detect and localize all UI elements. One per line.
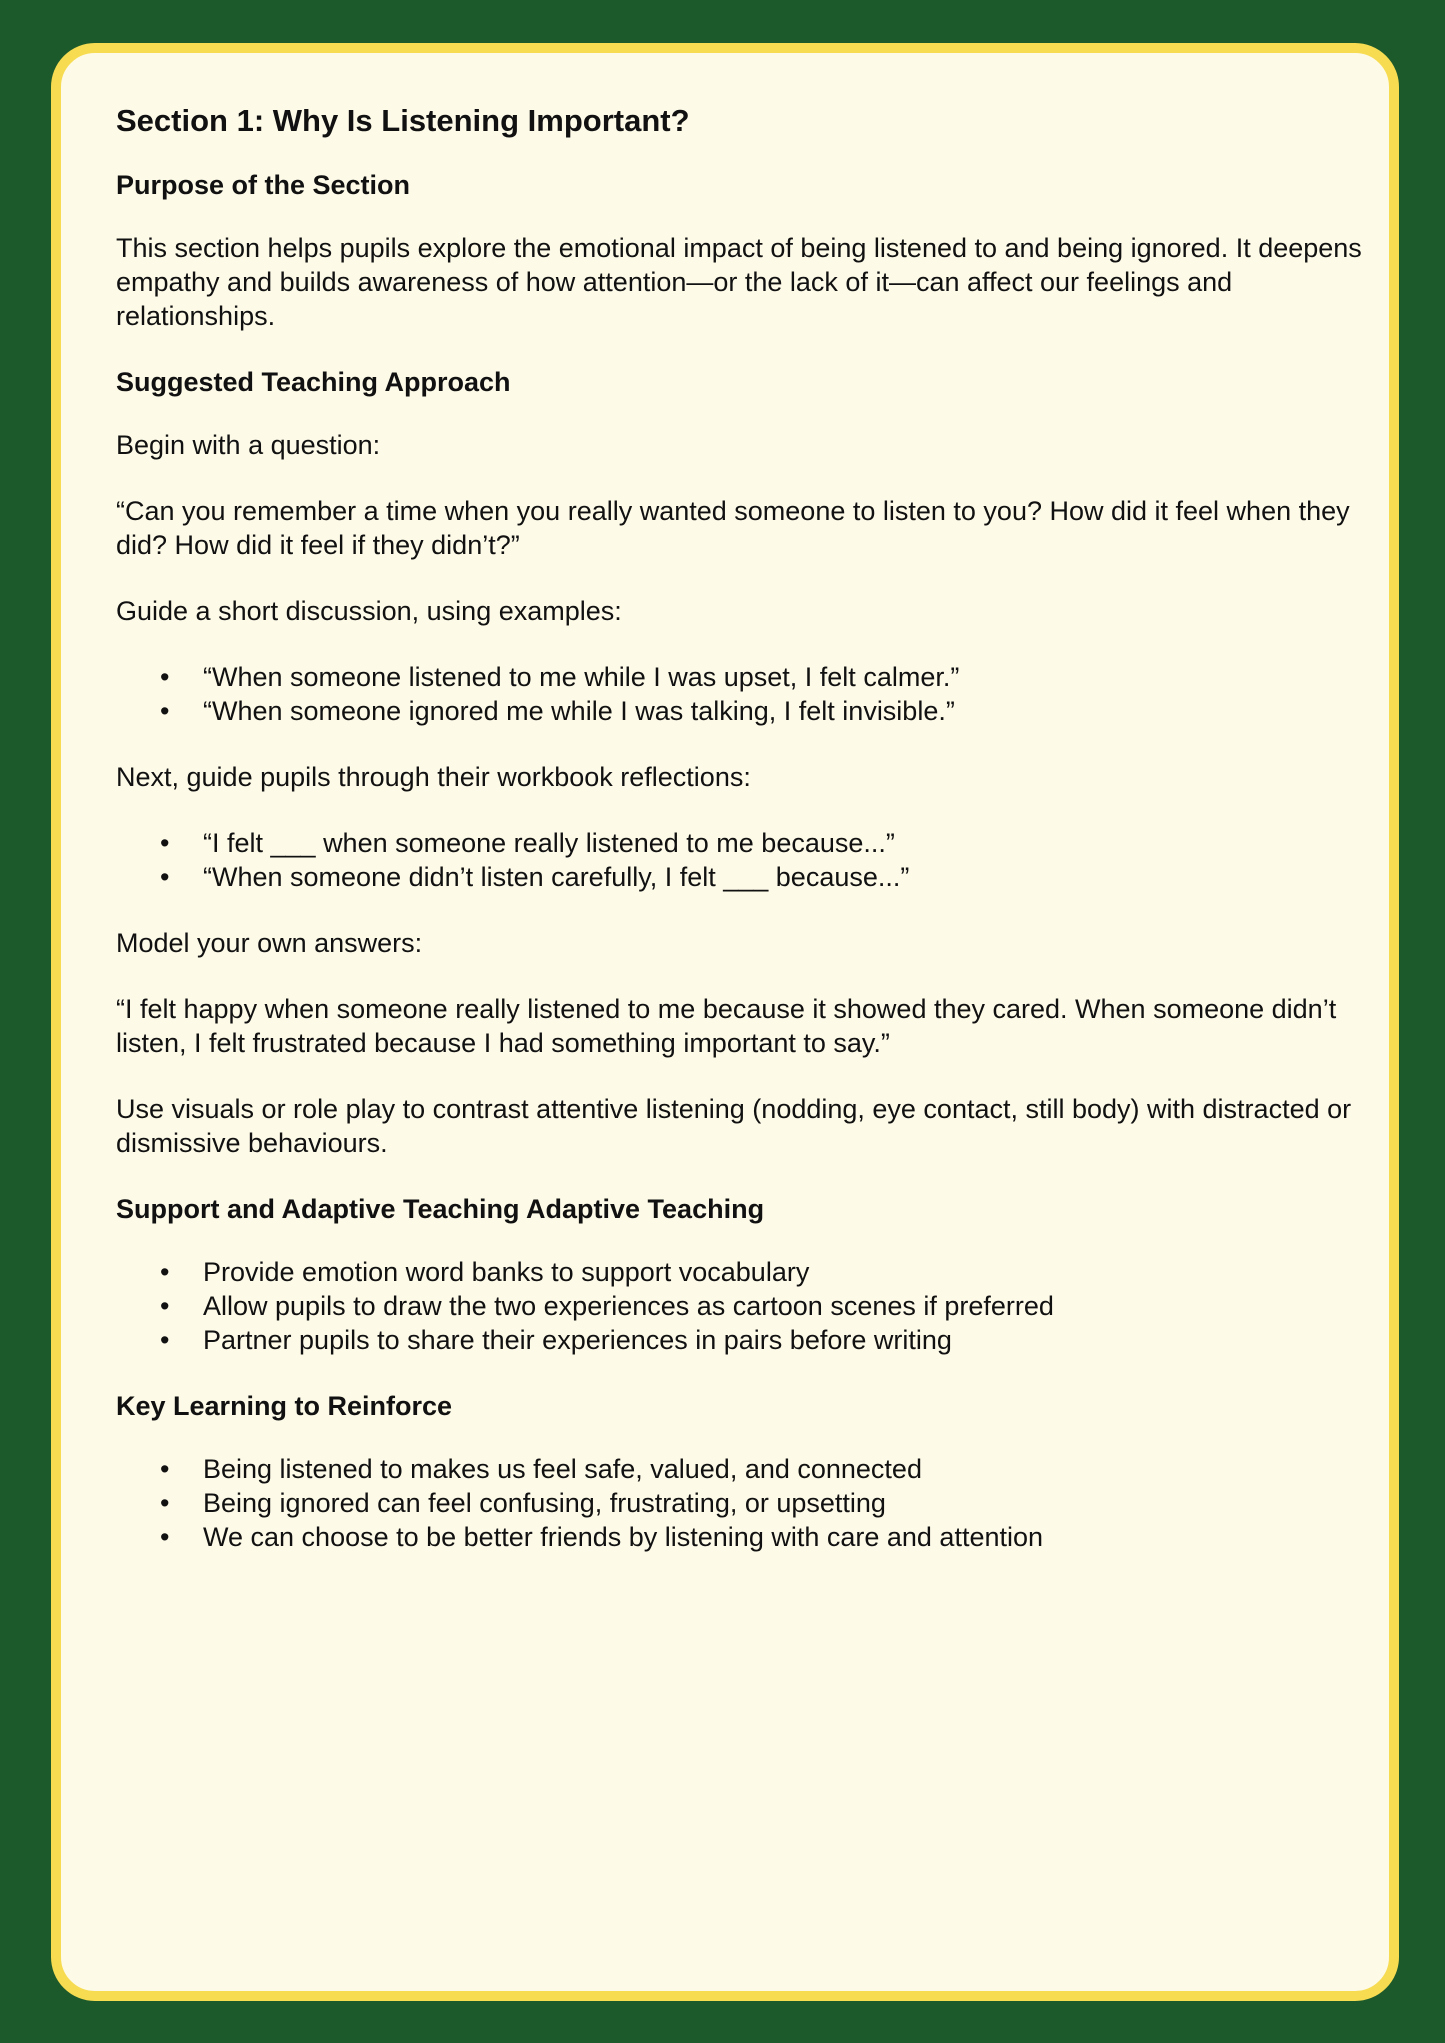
list-item [160, 1486, 1366, 1520]
approach-question: “Can you remember a time when you really wanted someone to listen to you? How did it feel when they did? How did it feel if they didn’t?” [116, 496, 1350, 560]
bullet-icon: • [160, 696, 170, 726]
list-item-text: “When someone ignored me while I was talking, I felt invisible.” [203, 696, 955, 726]
list-item [160, 694, 1366, 728]
key-learning-list [116, 1452, 1366, 1554]
bullet-icon: • [160, 662, 170, 692]
list-item [160, 860, 1366, 894]
document-body [116, 101, 1366, 1586]
list-item [160, 660, 1366, 694]
bullet-icon: • [160, 828, 170, 858]
list-item-text: Being listened to makes us feel safe, valued, and connected [203, 1454, 922, 1484]
list-item [160, 1452, 1366, 1486]
list-item-text: Allow pupils to draw the two experiences as cartoon scenes if preferred [203, 1291, 1054, 1321]
approach-heading: Suggested Teaching Approach [116, 367, 511, 397]
examples-list [116, 660, 1366, 728]
list-item-text: “I felt ___ when someone really listened to me because...” [203, 828, 895, 858]
list-item-text: “When someone didn’t listen carefully, I felt ___ because...” [203, 862, 910, 892]
list-item-text: Partner pupils to share their experiences in pairs before writing [203, 1325, 952, 1355]
approach-visuals: Use visuals or role play to contrast attentive listening (nodding, eye contact, still body) with distracted or dismissive behaviours. [116, 1094, 1352, 1158]
list-item-text: Being ignored can feel confusing, frustrating, or upsetting [203, 1488, 886, 1518]
purpose-text: This section helps pupils explore the emotional impact of being listened to and being ignored. It deepens empathy and builds awareness of how attention—or the lack of it—can affect our feelings and relationships. [116, 233, 1362, 331]
list-item-text: We can choose to be better friends by listening with care and attention [203, 1522, 1044, 1552]
bullet-icon: • [160, 1454, 170, 1484]
purpose-heading: Purpose of the Section [116, 170, 411, 200]
list-item-text: Provide emotion word banks to support vocabulary [203, 1257, 810, 1287]
reflections-list [116, 826, 1366, 894]
bullet-icon: • [160, 862, 170, 892]
list-item [160, 1289, 1366, 1323]
bullet-icon: • [160, 1325, 170, 1355]
approach-model: Model your own answers: [116, 928, 423, 958]
support-heading: Support and Adaptive Teaching Adaptive Teaching [116, 1194, 765, 1224]
bullet-icon: • [160, 1522, 170, 1552]
list-item [160, 826, 1366, 860]
approach-model-answer: “I felt happy when someone really listened to me because it showed they cared. When someone didn’t listen, I felt frustrated because I had something important to say.” [116, 994, 1337, 1058]
content-card [51, 43, 1399, 2001]
key-learning-heading: Key Learning to Reinforce [116, 1391, 453, 1421]
bullet-icon: • [160, 1291, 170, 1321]
approach-intro: Begin with a question: [116, 430, 381, 460]
approach-next: Next, guide pupils through their workbook reflections: [116, 762, 751, 792]
bullet-icon: • [160, 1488, 170, 1518]
list-item [160, 1520, 1366, 1554]
list-item-text: “When someone listened to me while I was upset, I felt calmer.” [203, 662, 960, 692]
approach-guide: Guide a short discussion, using examples: [116, 596, 622, 626]
bullet-icon: • [160, 1257, 170, 1287]
section-title: Section 1: Why Is Listening Important? [116, 103, 690, 138]
list-item [160, 1323, 1366, 1357]
list-item [160, 1255, 1366, 1289]
support-list [116, 1255, 1366, 1357]
